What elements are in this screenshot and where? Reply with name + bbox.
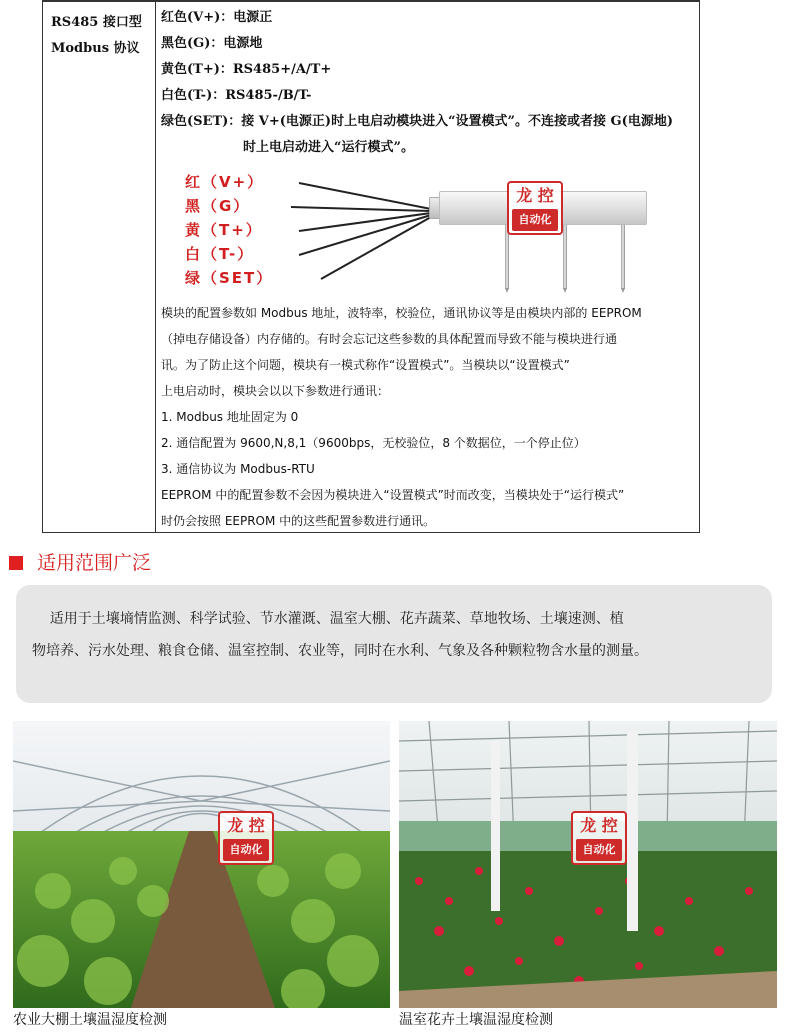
application-line: 适用于土壤墒情监测、科学试验、节水灌溉、温室大棚、花卉蔬菜、草地牧场、土壤速测、植 [32,611,624,627]
greenhouse-flower-photo [399,721,777,1008]
wiring-diagram [181,165,701,297]
photo-caption-vegetable: 农业大棚土壤温湿度检测 [13,1012,167,1028]
stamp-bottom-text: 自动化 [576,839,622,861]
probe-pin [621,225,625,289]
application-scope-box [16,585,772,703]
application-line: 物培养、污水处理、粮食仓储、温室控制、农业等，同时在水利、气象及各种颗粒物含水量的测量。 [32,643,648,659]
stamp-top-text: 龙 控 [580,816,618,835]
stamp-top-text: 龙 控 [516,186,554,205]
wire-green-desc-cont: 时上电启动进入“运行模式”。 [243,140,414,155]
watermark-stamp [218,811,274,865]
section-title: 适用范围广泛 [37,552,152,574]
wire-label-green: 绿（SET） [185,269,274,287]
probe-pin [563,225,567,289]
photo-caption-flower: 温室花卉土壤温湿度检测 [399,1012,553,1028]
paragraph-line: EEPROM 中的配置参数不会因为模块进入“设置模式”时而改变，当模块处于“运行模式” [161,488,625,502]
wire-label-yellow: 黄（T+） [185,221,263,239]
paragraph-line: 2. 通信配置为 9600,N,8,1（9600bps，无校验位，8 个数据位，一个停止位） [161,436,586,450]
greenhouse-vegetable-image [13,721,390,1008]
protocol-label: Modbus 协议 [51,41,140,56]
interface-type-label: RS485 接口型 [51,15,142,30]
spec-table [42,0,700,533]
watermark-stamp [507,181,563,235]
paragraph-line: 时仍会按照 EEPROM 中的这些配置参数进行通讯。 [161,514,436,528]
paragraph-line: 讯。为了防止这个问题，模块有一模式称作“设置模式”。当模块以“设置模式” [161,358,570,372]
wire-label-white: 白（T-） [185,245,255,263]
spec-content-cell [156,2,699,532]
wire-lines [181,165,441,297]
wire-yellow-desc: 黄色(T+)：RS485+/A/T+ [161,62,332,77]
greenhouse-vegetable-photo [13,721,390,1008]
wire-red-desc: 红色(V+)：电源正 [161,10,273,25]
wire-black-desc: 黑色(G)：电源地 [161,36,263,51]
application-text [32,603,756,667]
stamp-bottom-text: 自动化 [223,839,269,861]
watermark-stamp [571,811,627,865]
paragraph-line: 上电启动时，模块会以以下参数进行通讯： [161,384,390,398]
paragraph-line: （掉电存储设备）内存储的。有时会忘记这些参数的具体配置而导致不能与模块进行通 [161,332,618,346]
setup-mode-paragraph [161,300,699,534]
spec-label-cell [43,2,156,532]
section-marker-icon [9,556,23,570]
wire-white-desc: 白色(T-)：RS485-/B/T- [161,88,312,103]
paragraph-line: 模块的配置参数如 Modbus 地址，波特率，校验位，通讯协议等是由模块内部的 EEPROM [161,306,642,320]
wire-label-red: 红（V+） [185,173,265,191]
wire-label-black: 黑（G） [185,197,251,215]
paragraph-line: 1. Modbus 地址固定为 0 [161,410,299,424]
stamp-bottom-text: 自动化 [512,209,558,231]
stamp-top-text: 龙 控 [227,816,265,835]
paragraph-line: 3. 通信协议为 Modbus-RTU [161,462,315,476]
wire-green-desc: 绿色(SET)：接 V+(电源正)时上电启动模块进入“设置模式”。不连接或者接 G(电源地) [161,114,673,129]
